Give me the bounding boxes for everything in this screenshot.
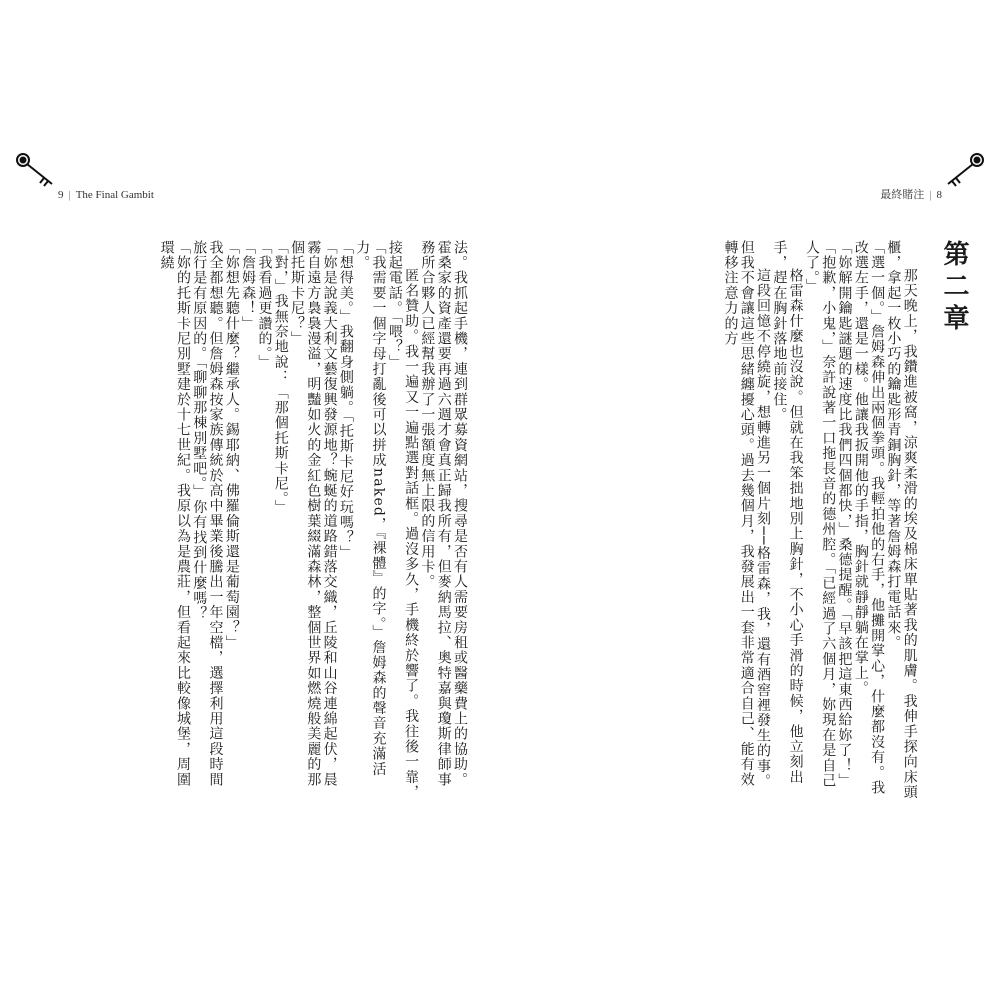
page-header: 最終賭注 | 8 <box>880 189 942 201</box>
paragraph: 「妳想先聽什麼？繼承人。錫耶納、佛羅倫斯還是葡萄園？」 <box>223 240 240 651</box>
paragraph: 格雷森什麼也沒說。但就在我笨拙地別上胸針，不小心手滑的時候，他立刻出手，趕在胸針落地前接住。 <box>771 240 804 785</box>
paragraph: 「選一個。」詹姆森伸出兩個拳頭。我輕拍他的右手，他攤開掌心，什麼都沒有。我改選左手，還是一樣。他讓我扳開他的手指，胸針就靜靜躺在掌上。 <box>852 240 886 796</box>
paragraph: 「妳的托斯卡尼別墅建於十七世紀。我原以為是農莊，但看起來比較像城堡，周圍環繞 <box>158 240 191 788</box>
body-text <box>522 240 969 800</box>
paragraph: 這段回憶不停繞旋，想轉進另一個片刻──格雷森，我，還有酒窖裡發生的事。但我不會讓這些思緒纏擾心頭。過去幾個月，我發展出一套非常適合自己、能有效轉移注意力的方 <box>722 240 772 789</box>
paragraph: 我全都想聽。但詹姆森按家族傳統於高中畢業後騰出一年空檔，選擇利用這段時間旅行是有原因的。「聊聊那棟別墅吧。」你有找到什麼嗎？ <box>191 240 224 788</box>
book-title: The Final Gambit <box>75 189 154 201</box>
paragraph: 「妳是說義大利文藝復興發源地？蜿蜒的道路錯落交織，丘陵和山谷連綿起伏，晨霧自遠方裊裊漫溢，明豔如火的金紅色樹葉綴滿森林，整個世界如燃燒般美麗的那個托斯卡尼？」 <box>289 240 338 788</box>
paragraph: 「對，」我無奈地說：「那個托斯卡尼。」 <box>272 240 289 515</box>
body-text <box>28 240 468 800</box>
page-number: 8 <box>936 189 942 201</box>
key-icon <box>942 150 986 190</box>
page-number: 9 <box>58 189 64 201</box>
paragraph: 匿名贊助。我一遍又一遍點選對話框。過沒多久，手機終於響了。我往後一靠，接起電話。「喂？」 <box>386 240 420 800</box>
paragraph: 「詹姆森！」 <box>240 240 257 332</box>
right-page <box>500 0 1000 1000</box>
paragraph: 法。我抓起手機，連到群眾募資網站，搜尋是否有人需要房租或醫藥費上的協助。霍桑家的資產還要再過六週才會真正歸我所有，但麥納馬拉、奧特嘉與瓊斯律師事務所合夥人已經幫我辦了一張額度無上限的信用卡。 <box>419 240 468 788</box>
book-title: 最終賭注 <box>880 189 925 201</box>
page-header: 9 | The Final Gambit <box>58 189 154 201</box>
key-icon <box>14 150 58 190</box>
paragraph: 「想得美。」我翻身側躺。「托斯卡尼好玩嗎？」 <box>337 240 354 561</box>
paragraph: 「我需要一個字母打亂後可以拼成naked，『裸體』的字。」詹姆森的聲音充滿活力。 <box>354 240 387 777</box>
paragraph: 「妳解開鑰匙謎題的速度比我們四個都快，」桑德提醒。「早該把這東西給妳了！」 <box>836 240 853 789</box>
paragraph: 那天晚上，我鑽進被窩，涼爽柔滑的埃及棉床單貼著我的肌膚。我伸手探向床頭櫃，拿起一枚小巧的鑰匙形青銅胸針，等著詹姆森打電話來。 <box>885 240 918 800</box>
chapter-title: 第二章 <box>939 240 969 336</box>
paragraph: 「抱歉，小鬼，」奈許說著一口拖長音的德州腔。「已經過了六個月，妳現在是自己人了。」 <box>803 240 837 789</box>
paragraph: 「我看過更讚的。」 <box>256 240 273 370</box>
